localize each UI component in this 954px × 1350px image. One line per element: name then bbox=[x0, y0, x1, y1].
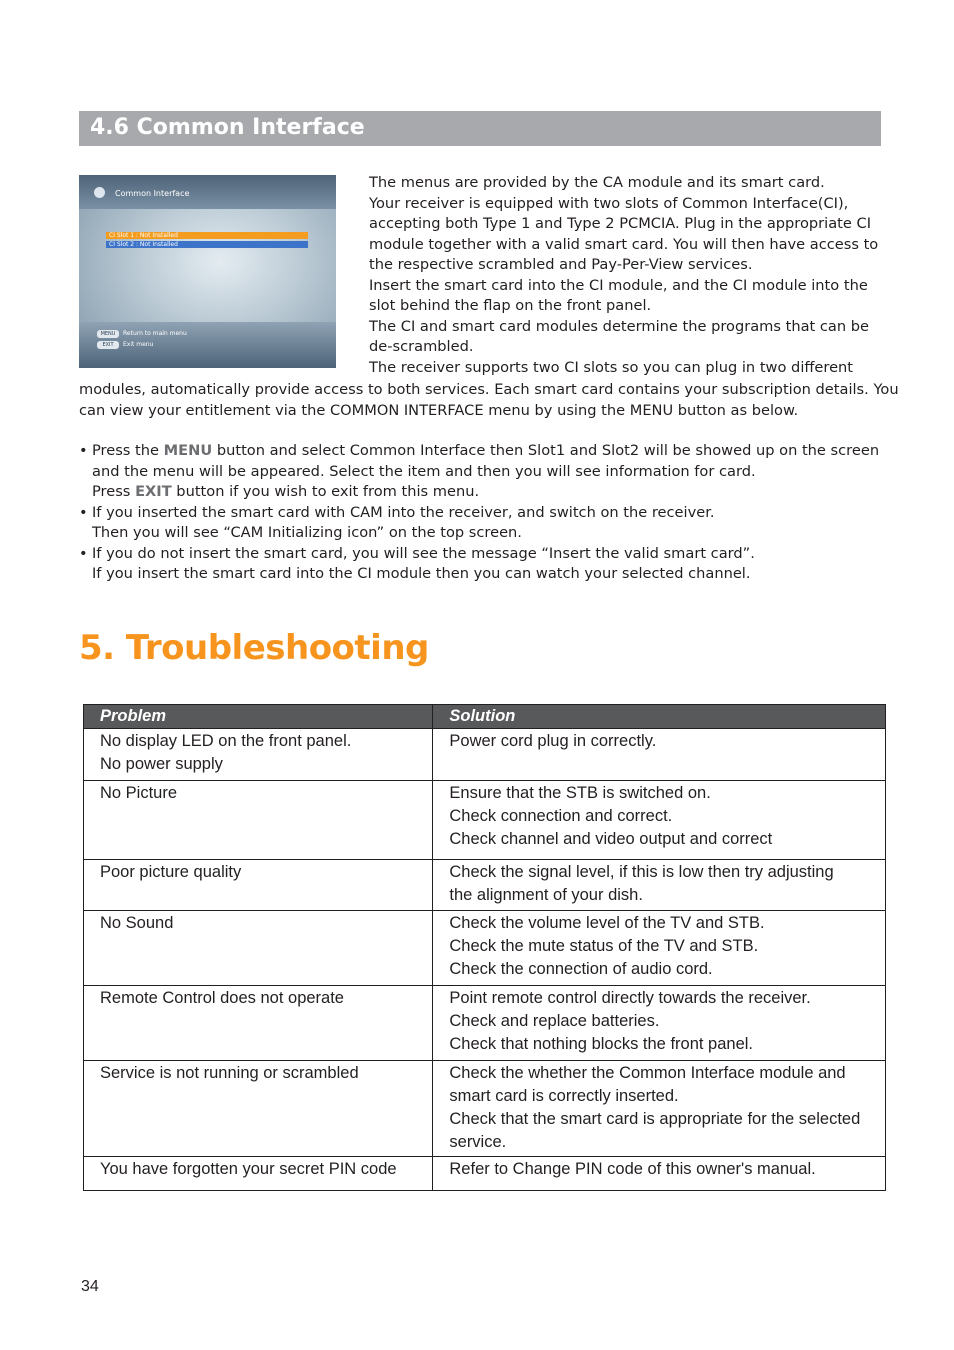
solution-cell: Check the signal level, if this is low then try adjusting the alignment of your dish. bbox=[433, 860, 886, 911]
table-row bbox=[84, 729, 886, 781]
solution-cell: Check the whether the Common Interface module and smart card is correctly inserted. Check that the smart card is appropriate for the selected service. bbox=[433, 1061, 886, 1157]
column-header-problem: Problem bbox=[84, 705, 433, 729]
intro-line: Your receiver is equipped with two slots of Common Interface(CI), bbox=[369, 194, 849, 212]
solution-cell: Ensure that the STB is switched on. Check connection and correct. Check channel and video output and correct bbox=[433, 781, 886, 860]
table-row bbox=[84, 860, 886, 911]
menu-key-icon: MENU bbox=[97, 330, 119, 338]
problem-cell: You have forgotten your secret PIN code bbox=[84, 1157, 433, 1191]
ci-slot-2: CI Slot 2 : Not Installed bbox=[106, 241, 308, 248]
menu-key-label: MENU bbox=[163, 442, 213, 459]
solution-cell: Power cord plug in correctly. bbox=[433, 729, 886, 781]
intro-line: The receiver supports two CI slots so you can plug in two different bbox=[369, 358, 854, 376]
table-row bbox=[84, 986, 886, 1061]
table-row bbox=[84, 781, 886, 860]
intro-line: can view your entitlement via the COMMON INTERFACE menu by using the MENU button as below. bbox=[79, 401, 799, 419]
section-title: 4.6 Common Interface bbox=[90, 115, 365, 140]
list-item-continued: If you insert the smart card into the CI module then you can watch your selected channel. bbox=[92, 565, 751, 582]
intro-text-continued bbox=[79, 380, 899, 421]
intro-line: The CI and smart card modules determine the programs that can be bbox=[369, 317, 869, 335]
ci-slot-1: CI Slot 1 : Not Installed bbox=[106, 232, 308, 239]
problem-cell: No display LED on the front panel. No power supply bbox=[84, 729, 433, 781]
intro-line: module together with a valid smart card. You will then have access to bbox=[369, 235, 879, 253]
troubleshooting-title: 5. Troubleshooting bbox=[79, 628, 429, 668]
table-row bbox=[84, 1157, 886, 1191]
screenshot-title: Common Interface bbox=[115, 189, 190, 198]
intro-line: The menus are provided by the CA module and its smart card. bbox=[369, 174, 825, 191]
list-item: • If you do not insert the smart card, you will see the message “Insert the valid smart card”. bbox=[79, 544, 884, 565]
hint-exit: Exit menu bbox=[123, 341, 154, 348]
table-header-row bbox=[84, 705, 886, 729]
section-header-bar bbox=[79, 111, 881, 146]
problem-cell: Service is not running or scrambled bbox=[84, 1061, 433, 1157]
bullet-icon: • bbox=[79, 503, 88, 521]
solution-cell: Point remote control directly towards the receiver. Check and replace batteries. Check that nothing blocks the front panel. bbox=[433, 986, 886, 1061]
exit-key-icon: EXIT bbox=[97, 341, 119, 349]
intro-line: accepting both Type 1 and Type 2 PCMCIA. Plug in the appropriate CI bbox=[369, 215, 872, 232]
intro-line: Insert the smart card into the CI module, and the CI module into the bbox=[369, 276, 868, 294]
screenshot-title-bar bbox=[79, 175, 336, 209]
page-number: 34 bbox=[81, 1278, 99, 1295]
solution-cell: Check the volume level of the TV and STB. Check the mute status of the TV and STB. Check the connection of audio cord. bbox=[433, 911, 886, 986]
problem-cell: Poor picture quality bbox=[84, 860, 433, 911]
problem-cell: No Sound bbox=[84, 911, 433, 986]
intro-line: slot behind the flap on the front panel. bbox=[369, 297, 652, 314]
list-item-continued: Press EXIT button if you wish to exit from this menu. bbox=[92, 483, 480, 500]
hint-return: Return to main menu bbox=[123, 330, 187, 337]
instruction-list bbox=[79, 441, 884, 585]
list-item: • If you inserted the smart card with CAM into the receiver, and switch on the receiver. bbox=[79, 503, 884, 524]
intro-line: modules, automatically provide access to both services. Each smart card contains your subscription details. You bbox=[79, 381, 899, 398]
problem-cell: Remote Control does not operate bbox=[84, 986, 433, 1061]
problem-cell: No Picture bbox=[84, 781, 433, 860]
solution-cell: Refer to Change PIN code of this owner's manual. bbox=[433, 1157, 886, 1191]
table-row bbox=[84, 911, 886, 986]
troubleshooting-table bbox=[83, 704, 886, 1191]
exit-key-label: EXIT bbox=[135, 483, 172, 500]
menu-disc-icon bbox=[94, 187, 105, 198]
common-interface-screenshot bbox=[79, 175, 336, 368]
intro-line: de-scrambled. bbox=[369, 338, 474, 355]
table-row bbox=[84, 1061, 886, 1157]
intro-text bbox=[369, 173, 884, 378]
screenshot-hint-bar bbox=[79, 322, 336, 368]
list-item-continued: Then you will see “CAM Initializing icon” on the top screen. bbox=[92, 524, 522, 541]
list-item-continued: and the menu will be appeared. Select the item and then you will see information for card. bbox=[92, 462, 756, 480]
column-header-solution: Solution bbox=[433, 705, 886, 729]
bullet-icon: • bbox=[79, 442, 88, 459]
bullet-icon: • bbox=[79, 544, 88, 562]
list-item: • Press the MENU button and select Common Interface then Slot1 and Slot2 will be showed up on the screen bbox=[79, 441, 884, 462]
intro-line: the respective scrambled and Pay-Per-View services. bbox=[369, 256, 753, 273]
